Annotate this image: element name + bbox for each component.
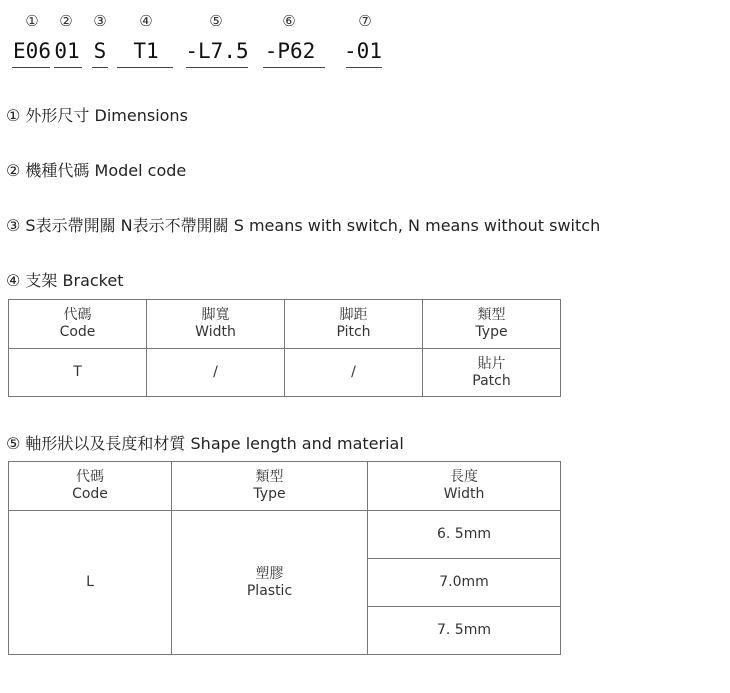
bracket-header-code [9, 300, 147, 349]
shaft-header-type-en: Type [253, 486, 286, 502]
bracket-header-pitch-en: Pitch [336, 324, 371, 340]
shaft-cell-width-3: 7. 5mm [368, 607, 561, 655]
bracket-header-type [423, 300, 561, 349]
segment-underline-5 [186, 67, 248, 68]
bracket-cell-pitch: / [285, 349, 423, 397]
bracket-header-width [147, 300, 285, 349]
segment-code-3: S [93, 39, 107, 63]
segment-number-6: ⑥ [282, 12, 296, 30]
segment-underline-3 [92, 67, 108, 68]
shaft-header-width [368, 462, 561, 511]
bracket-table-row [9, 349, 561, 397]
segment-number-5: ⑤ [209, 12, 223, 30]
shaft-table-row-1 [9, 511, 561, 559]
shaft-table [8, 461, 561, 655]
shaft-header-width-en: Width [443, 486, 485, 502]
bracket-header-code-zh: 代碼 [63, 307, 92, 323]
bracket-header-pitch-zh: 脚距 [339, 307, 368, 323]
segment-underline-7 [346, 67, 382, 68]
bracket-header-type-zh: 類型 [477, 307, 506, 323]
section-switch-heading: ③ S表示帶開關 N表示不帶開關 S means with switch, N means without switch [6, 216, 601, 235]
shaft-cell-type-en: Plastic [246, 582, 293, 599]
segment-code-2: 01 [54, 39, 80, 63]
section-bracket-heading: ④ 支架 Bracket [6, 271, 124, 290]
bracket-cell-type [423, 349, 561, 397]
segment-number-3: ③ [93, 12, 107, 30]
bracket-header-pitch [285, 300, 423, 349]
shaft-header-type-zh: 類型 [255, 469, 284, 485]
segment-number-2: ② [59, 12, 73, 30]
shaft-header-type [172, 462, 368, 511]
segment-underline-1 [12, 67, 50, 68]
section-shaft-heading: ⑤ 軸形狀以及長度和材質 Shape length and material [6, 434, 404, 453]
shaft-header-code [9, 462, 172, 511]
bracket-cell-width: / [147, 349, 285, 397]
segment-code-1: E06 [13, 39, 51, 63]
shaft-cell-width-1: 6. 5mm [368, 511, 561, 559]
segment-code-4: T1 [133, 39, 159, 63]
bracket-header-width-zh: 脚寬 [201, 307, 230, 323]
bracket-cell-type-en: Patch [472, 372, 511, 389]
segment-code-7: -01 [344, 39, 382, 63]
shaft-header-code-en: Code [72, 486, 108, 502]
shaft-header-code-zh: 代碼 [76, 469, 104, 485]
section-dimensions-heading: ① 外形尺寸 Dimensions [6, 106, 188, 125]
shaft-cell-code: L [9, 511, 172, 655]
bracket-header-type-en: Type [475, 324, 508, 340]
bracket-cell-code: T [9, 349, 147, 397]
segment-number-1: ① [25, 12, 39, 30]
bracket-table-header-row [9, 300, 561, 349]
segment-number-7: ⑦ [358, 12, 372, 30]
shaft-header-width-zh: 長度 [450, 469, 478, 485]
bracket-header-code-en: Code [59, 324, 96, 340]
shaft-cell-width-2: 7.0mm [368, 559, 561, 607]
shaft-cell-type-zh: 塑膠 [255, 565, 284, 582]
segment-underline-2 [54, 67, 82, 68]
section-model-code-heading: ② 機種代碼 Model code [6, 161, 187, 180]
shaft-table-header-row [9, 462, 561, 511]
segment-underline-6 [263, 67, 325, 68]
segment-code-6: -P62 [264, 39, 316, 63]
bracket-header-width-en: Width [195, 324, 236, 340]
bracket-cell-type-zh: 貼片 [477, 355, 506, 372]
segment-underline-4 [117, 67, 173, 68]
bracket-table [8, 299, 561, 397]
segment-number-4: ④ [139, 12, 153, 30]
shaft-cell-type [172, 511, 368, 655]
segment-code-5: -L7.5 [185, 39, 249, 63]
